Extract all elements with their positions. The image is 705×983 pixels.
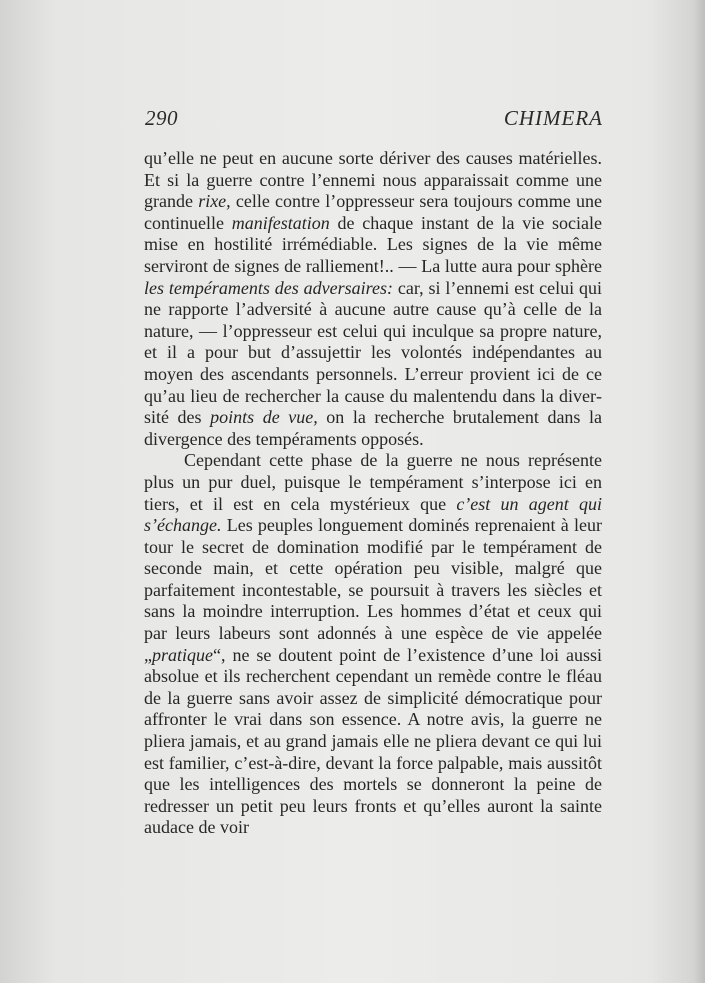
italic-run: les tempéraments des adversaires: [144, 277, 393, 298]
text-run: celle contre l’oppresseur sera toujours comme une continuelle [144, 191, 602, 233]
text-run: Cependant cette phase de la guerre ne nous représente plus un pur duel, puisque le tempérament s’interpose ici en tiers, et il est en cela mystérieux que [144, 450, 602, 514]
text-run: car, si l’ennemi est celui qui ne rapporte l’adversité à aucune autre cause qu’à celle de la nature, — l’oppresseur est celui qui inculque sa propre nature, et il a pour but d’assujettir les volontés indépendantes au moyen des ascendants personnels. L’erreur provient ici de ce qu’au lieu de rechercher la cause du malentendu dans la diversité des [144, 277, 602, 428]
running-title: CHIMERA [503, 106, 603, 130]
paragraph [144, 148, 602, 450]
italic-run: c’est un agent qui s’échange. [144, 493, 602, 536]
paragraph [144, 450, 602, 839]
italic-run: rixe, [198, 191, 231, 212]
italic-run: points de vue, [210, 407, 318, 428]
page-header [145, 106, 605, 136]
italic-run: pratique [152, 644, 213, 665]
text-run: qu’elle ne peut en aucune sorte dériver des causes matérielles. Et si la guerre contre l’ennemi nous apparaissait comme une grande [144, 148, 602, 212]
italic-run: manifestation [231, 212, 330, 233]
page-edge-shadow [693, 0, 705, 983]
text-run: on la recherche brutalement dans la divergence des tempéraments opposés. [144, 407, 602, 449]
text-run: Les peuples longuement dominés reprenaient à leur tour le secret de domination modifié par le tempérament de seconde main, et cette opération peu visible, malgré que parfaitement incontestable, se poursuit à travers les siècles et sans la moindre interruption. Les hommes d’état et ceux qui par leurs labeurs sont adonnés à une espèce de vie appelée „ [144, 515, 602, 665]
body-text [144, 148, 602, 839]
text-run: de chaque instant de la vie sociale mise en hostilité irrémédiable. Les signes de la vie même serviront de signes de ralliement!.. — La lutte aura pour sphère [144, 212, 602, 276]
text-run: “, ne se doutent point de l’existence d’une loi aussi absolue et ils recherchent cependant un remède contre le fléau de la guerre sans avoir assez de simplicité démocratique pour affronter le vrai dans son essence. A notre avis, la guerre ne pliera jamais, et au grand jamais elle ne pliera devant ce qui lui est familier, c’est-à-dire, devant la force palpable, mais aussitôt que les intelligences des mortels se donneront la peine de redresser un petit peu leurs fronts et qu’elles auront la sainte audace de voir [144, 644, 602, 838]
page-number: 290 [145, 106, 178, 130]
